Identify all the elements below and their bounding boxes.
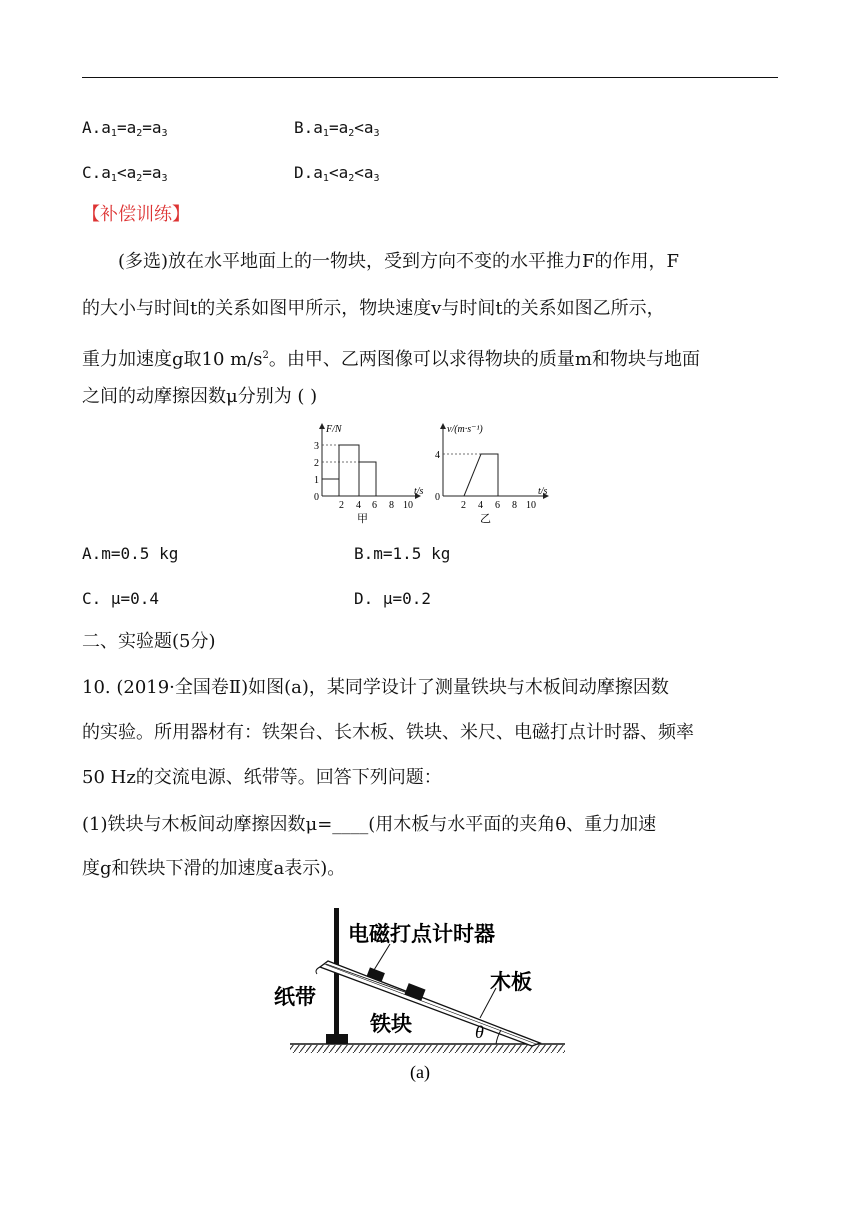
option-c-mu: C. μ=0.4 [82, 589, 160, 608]
stand-base [326, 1034, 348, 1044]
yi-xtick-10: 10 [526, 500, 536, 511]
jia-xlabel: t/s [414, 486, 424, 497]
jia-segment-3 [359, 462, 376, 496]
jia-ytick-1: 1 [314, 475, 319, 486]
yi-velocity-line [464, 454, 498, 496]
jia-ytick-0: 0 [314, 492, 319, 503]
jia-xtick-6: 6 [372, 500, 377, 511]
problem-line-3: 重力加速度g取10 $m/s^2$。由甲、乙两图像可以求得物块的质量m和物块与地面 [82, 349, 700, 370]
angle-label: θ [475, 1022, 484, 1042]
q10-line-2: 的实验。所用器材有：铁架台、长木板、铁块、米尺、电磁打点计时器、频率 [82, 722, 694, 743]
header-rule [82, 77, 778, 78]
graph-jia [314, 424, 424, 525]
figure-a [270, 900, 580, 1090]
yi-caption: 乙 [480, 513, 491, 525]
jia-caption: 甲 [357, 513, 368, 525]
jia-ytick-3: 3 [314, 441, 319, 452]
yi-xtick-6: 6 [495, 500, 500, 511]
tape-label: 纸带 [274, 985, 316, 1009]
option-b: $B.a_1=a_2<a_3$ [294, 118, 380, 139]
option-d: $D.a_1<a_2<a_3$ [294, 163, 380, 184]
figure-caption: (a) [410, 1062, 430, 1082]
yi-xtick-8: 8 [512, 500, 517, 511]
q10-line-3: 50 Hz的交流电源、纸带等。回答下列问题： [82, 767, 442, 788]
option-a: $A.a_1=a_2=a_3$ [82, 118, 168, 139]
problem-line-1: (多选)放在水平地面上的一物块，受到方向不变的水平推力F的作用，F [118, 251, 680, 272]
yi-ylabel: v/(m·s⁻¹) [447, 424, 483, 435]
yi-xtick-4: 4 [478, 500, 483, 511]
yi-ytick-0: 0 [435, 492, 440, 503]
jia-ylabel: F/N [326, 424, 342, 435]
problem-line-2: 的大小与时间t的关系如图甲所示，物块速度v与时间t的关系如图乙所示， [82, 298, 665, 319]
q10-line-4: (1)铁块与木板间动摩擦因数μ=____(用木板与水平面的夹角θ、重力加速 [82, 814, 657, 835]
jia-xtick-4: 4 [356, 500, 361, 511]
section-tag: 【补偿训练】 [82, 204, 190, 225]
option-b-mass: B.m=1.5 kg [354, 544, 451, 563]
option-c: $C.a_1<a_2=a_3$ [82, 163, 168, 184]
yi-ytick-4: 4 [435, 450, 440, 461]
jia-xtick-8: 8 [389, 500, 394, 511]
jia-ytick-2: 2 [314, 458, 319, 469]
graphs-figure [300, 420, 570, 530]
jia-xtick-2: 2 [339, 500, 344, 511]
jia-segment-1 [322, 479, 339, 496]
q10-line-5: 度g和铁块下滑的加速度a表示)。 [82, 858, 346, 879]
board-label: 木板 [490, 970, 532, 994]
problem-line-4: 之间的动摩擦因数μ分别为 ( ) [82, 386, 318, 407]
block-label: 铁块 [370, 1012, 412, 1036]
yi-xlabel: t/s [538, 486, 548, 497]
q10-line-1: 10. (2019·全国卷Ⅱ)如图(a)，某同学设计了测量铁块与木板间动摩擦因数 [82, 677, 669, 698]
section-2-heading: 二、实验题(5分) [82, 631, 216, 652]
timer-label: 电磁打点计时器 [348, 922, 495, 946]
jia-xtick-10: 10 [403, 500, 413, 511]
yi-xtick-2: 2 [461, 500, 466, 511]
ground-hatch [290, 1045, 565, 1053]
option-d-mu: D. μ=0.2 [354, 589, 432, 608]
jia-segment-2 [339, 445, 359, 496]
graph-yi [435, 424, 548, 525]
option-a-mass: A.m=0.5 kg [82, 544, 179, 563]
